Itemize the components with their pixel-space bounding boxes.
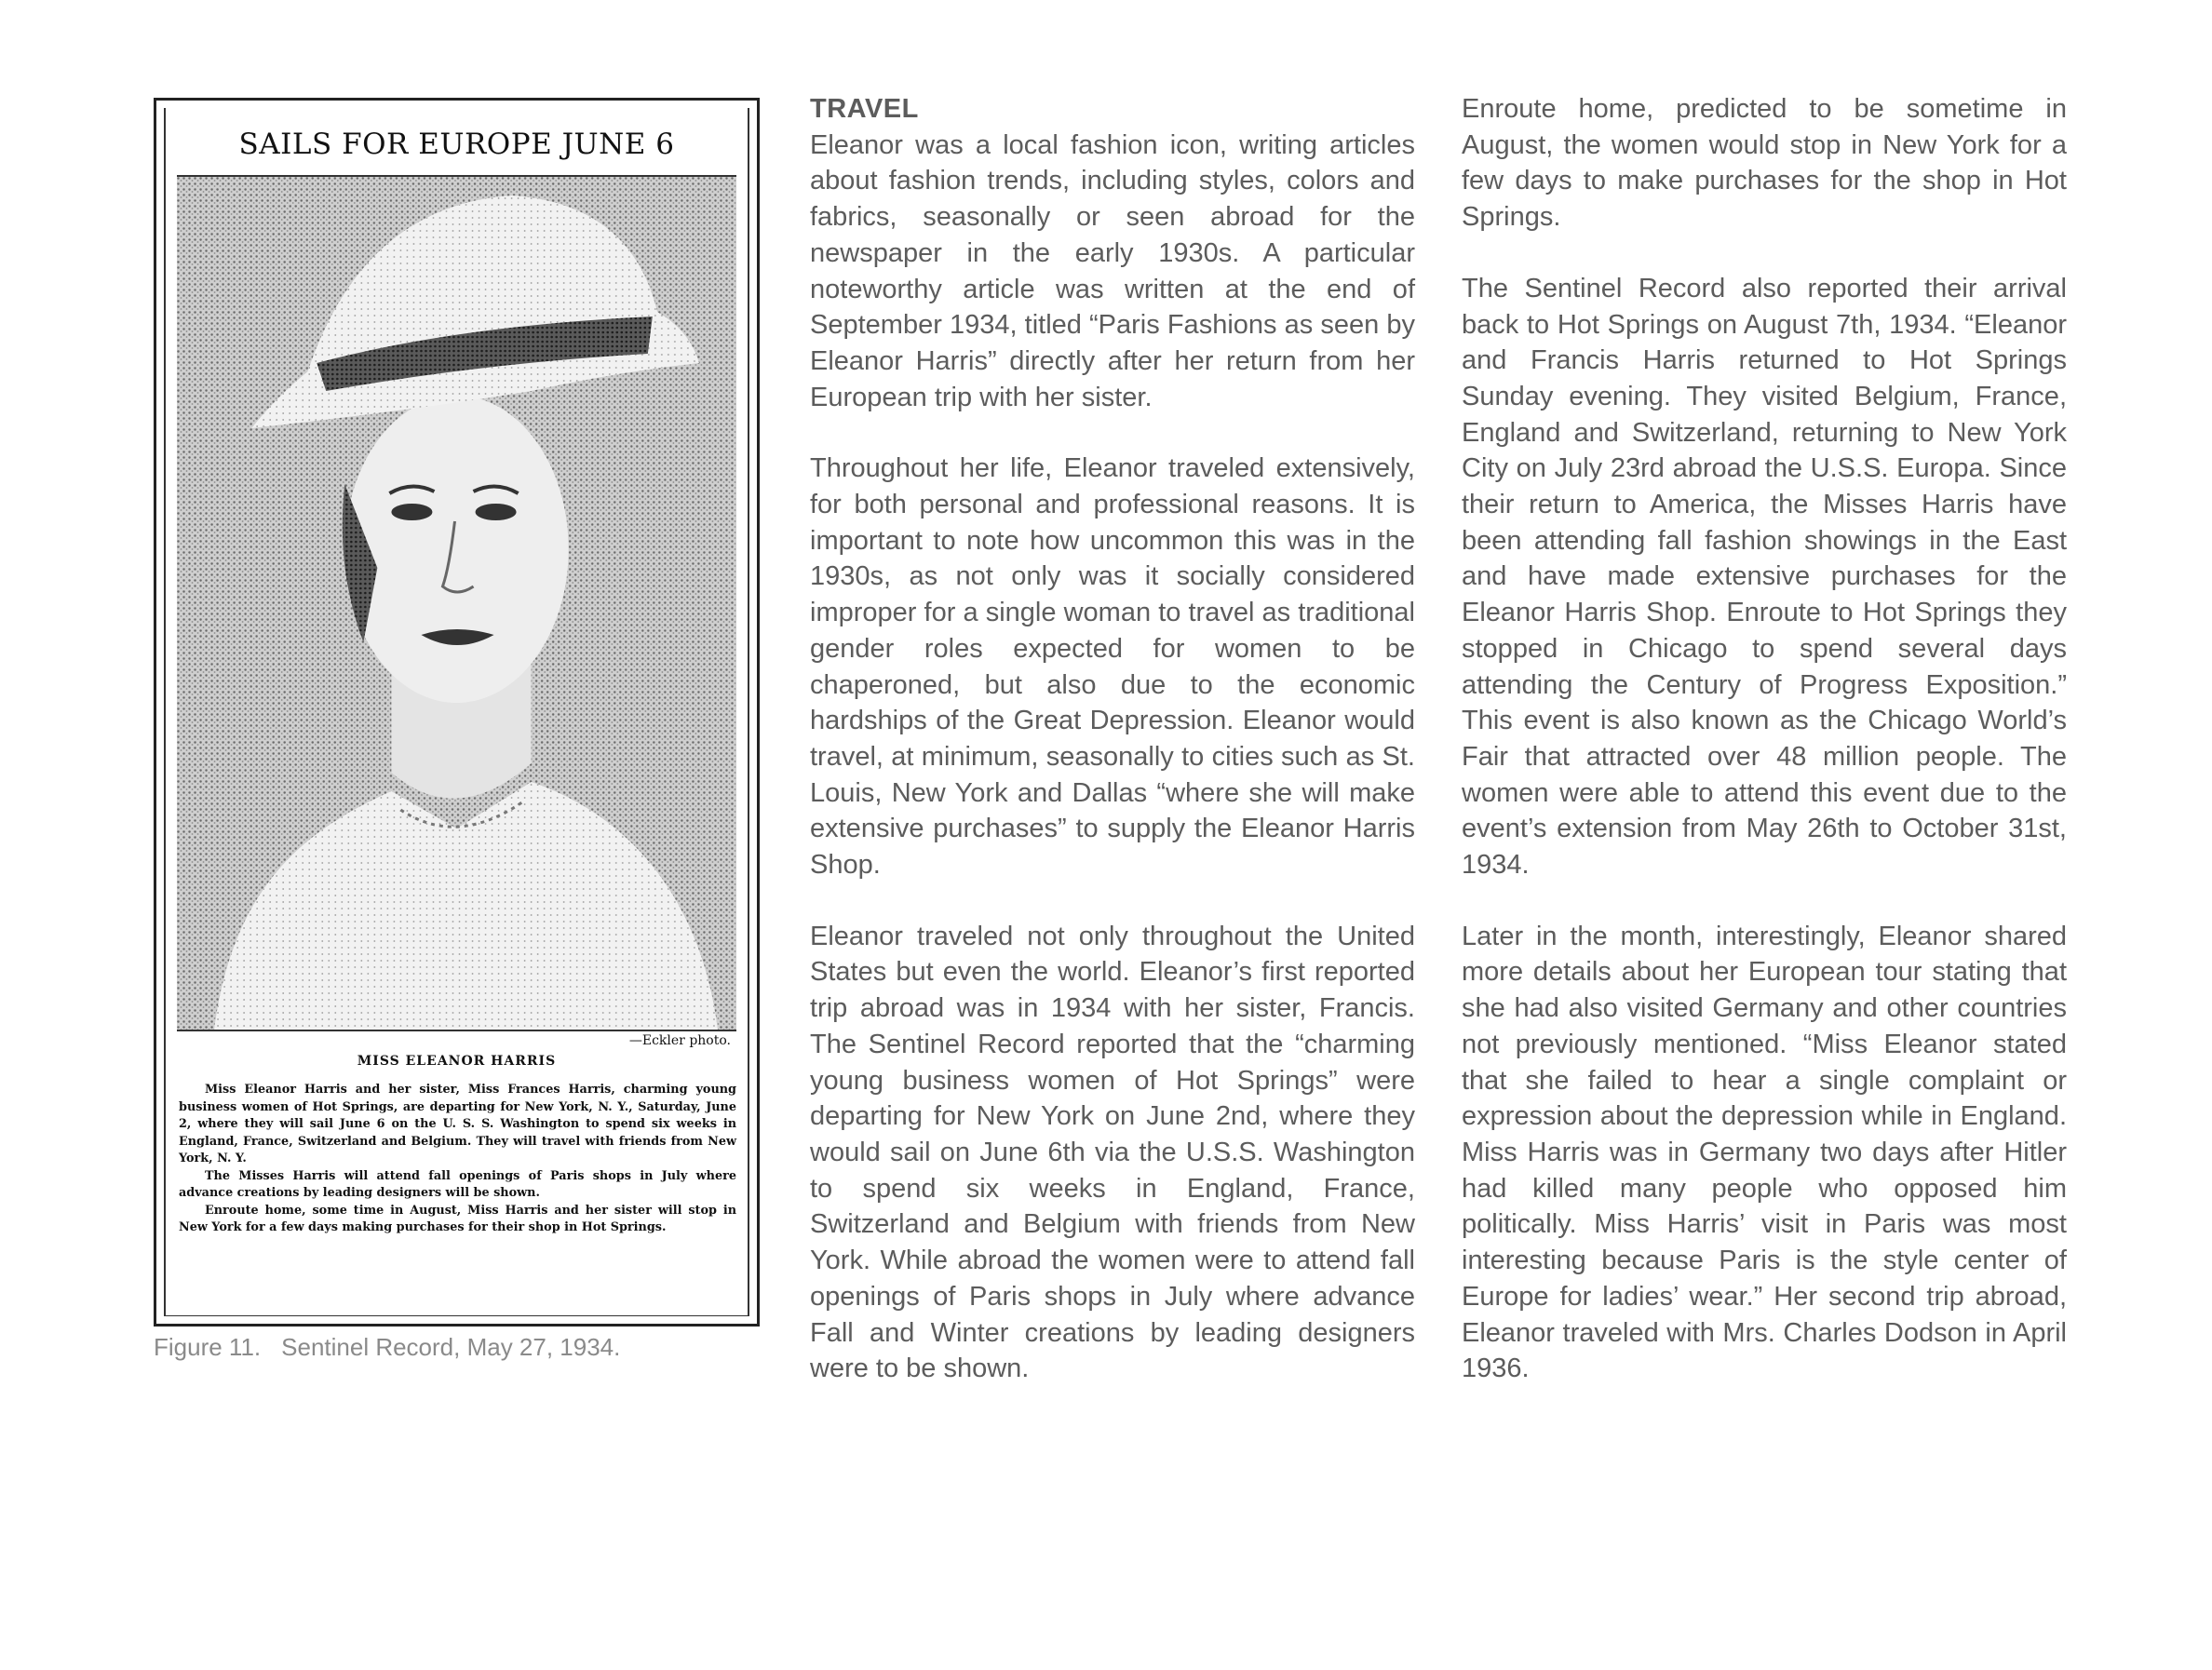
figure-label: Figure 11. bbox=[154, 1333, 262, 1361]
caption-paragraph: Miss Eleanor Harris and her sister, Miss Frances Harris, charming young business women of Hot Springs, are departing for New York, N. Y., Saturday, June 2, where they will sail June 6 on the U. S. S. Washington to spend six weeks in England, France, Switzerland and Belgium. They will travel with friends from New York, N. Y. bbox=[179, 1083, 736, 1165]
caption-name: MISS ELEANOR HARRIS bbox=[357, 1054, 557, 1069]
article-column-right bbox=[1462, 91, 2067, 1422]
clipping-bottom-rule bbox=[166, 1315, 748, 1316]
clipping-headline: SAILS FOR EUROPE JUNE 6 bbox=[238, 128, 675, 161]
portrait-photo bbox=[177, 175, 736, 1031]
article-paragraph: Eleanor traveled not only throughout the United States but even the world. Eleanor’s first reported trip abroad was in 1934 with her sister, Francis. The Sentinel Record reported that the “charming young business women of Hot Springs” were departing for New York on June 2nd, where they would sail on June 6th via the U.S.S. Washington to spend six weeks in England, France, Switzerland and Belgium with friends from New York. While abroad the women were to attend fall openings of Paris shops in July where advance Fall and Winter creations by leading designers were to be shown. bbox=[810, 921, 1415, 1384]
clipping-frame bbox=[164, 108, 749, 1316]
portrait-illustration bbox=[177, 177, 736, 1030]
article-paragraph: Eleanor was a local fashion icon, writing articles about fashion trends, including styles, colors and fabrics, seasonally or seen abroad for the newspaper in the early 1930s. A particular noteworthy article was written at the end of September 1934, titled “Paris Fashions as seen by Eleanor Harris” directly after her return from her European trip with her sister. bbox=[810, 129, 1415, 412]
figure-source: Sentinel Record, May 27, 1934. bbox=[281, 1333, 621, 1361]
photo-credit: —Eckler photo. bbox=[628, 1033, 731, 1048]
article-paragraph: The Sentinel Record also reported their arrival back to Hot Springs on August 7th, 1934. “Eleanor and Francis Harris returned to Hot Springs Sunday evening. They visited Belgium, France, England and Switzerland, returning to New York City on July 23rd abroad the U.S.S. Europa. Since their return to America, the Misses Harris have been attending fall fashion showings in the East and have made extensive purchases for the Eleanor Harris Shop. Enroute to Hot Springs they stopped in Chicago to spend several days attending the Century of Progress Exposition.” This event is also known as the Chicago World’s Fair that attracted over 48 million people. The women were able to attend this event due to the event’s extension from May 26th to October 31st, 1934. bbox=[1462, 273, 2067, 881]
article-paragraph: Later in the month, interestingly, Eleanor shared more details about her European tour stating that she had also visited Germany and other countries not previously mentioned. “Miss Eleanor stated that she failed to hear a single complaint or expression about the depression while in England. Miss Harris was in Germany two days after Hitler had killed many people who opposed him politically. Miss Harris’ visit in Paris was most interesting because Paris is the style center of Europe for ladies’ wear.” Her second trip abroad, Eleanor traveled with Mrs. Charles Dodson in April 1936. bbox=[1462, 921, 2067, 1384]
article-column-left bbox=[810, 91, 1415, 1422]
figure-caption bbox=[154, 1333, 620, 1362]
newspaper-clipping bbox=[154, 98, 760, 1327]
caption-body bbox=[179, 1082, 736, 1237]
article-paragraph: Throughout her life, Eleanor traveled extensively, for both personal and professional reasons. It is important to note how uncommon this was in the 1930s, as not only was it socially considered improper for a single woman to travel as traditional gender roles expected for women to be chaperoned, but also due to the economic hardships of the Great Depression. Eleanor would travel, at minimum, seasonally to cities such as St. Louis, New York and Dallas “where she will make extensive purchases” to supply the Eleanor Harris Shop. bbox=[810, 453, 1415, 881]
caption-paragraph: Enroute home, some time in August, Miss Harris and her sister will stop in New York for a few days making purchases for their shop in Hot Springs. bbox=[179, 1203, 736, 1234]
section-title: TRAVEL bbox=[810, 94, 919, 124]
caption-paragraph: The Misses Harris will attend fall openings of Paris shops in July where advance creations by leading designers will be shown. bbox=[179, 1168, 736, 1200]
article-paragraph: Enroute home, predicted to be sometime in August, the women would stop in New York for a few days to make purchases for the shop in Hot Springs. bbox=[1462, 94, 2067, 233]
